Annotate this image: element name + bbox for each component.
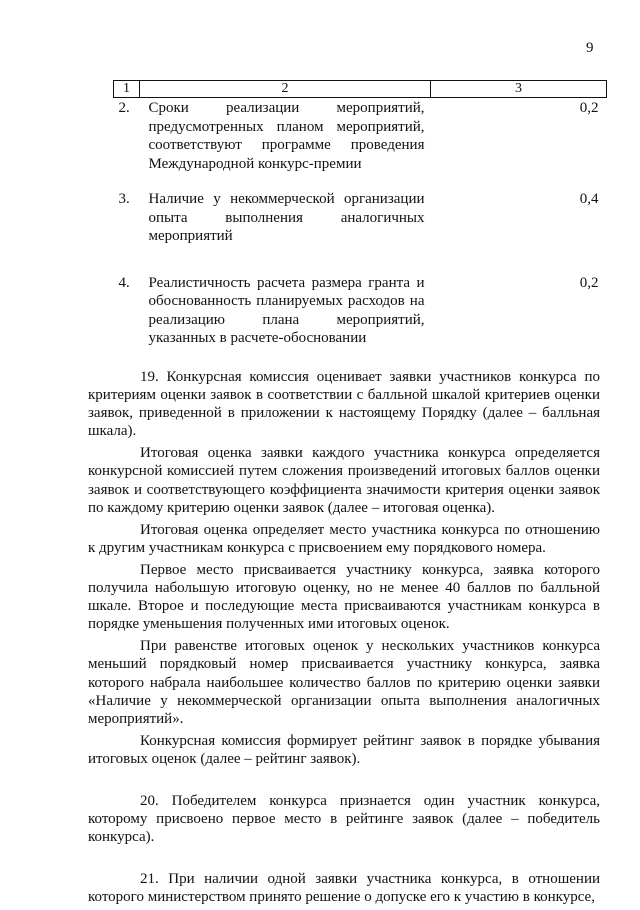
criterion-number: 2. [118, 100, 130, 116]
paragraph-first-place: Первое место присваивается участнику конкурса, заявка которого получила набольшую итоговую оценку, но не менее 40 баллов по балльной шкале. Второе и последующие места присваиваются участникам конкурса в порядке уменьшения полученных ими итоговых оценок. [88, 561, 600, 633]
criterion-number: 3. [118, 191, 130, 207]
table-row [114, 98, 607, 191]
paragraph-final-score: Итоговая оценка заявки каждого участника конкурса определяется конкурсной комиссией путем сложения произведений итоговых баллов оценки заявок и соответствующего коэффициента значимости критерия оценки заявок по каждому критерию оценки заявок (далее – итоговая оценка). [88, 445, 600, 516]
table-row [114, 190, 607, 274]
paragraph-20: 20. Победителем конкурса признается один участник конкурса, которому присвоено первое место в рейтинге заявок (далее – победитель конкурса). [88, 792, 600, 846]
criterion-coefficient: 0,2 [579, 100, 599, 116]
paragraph-19: 19. Конкурсная комиссия оценивает заявки участников конкурса по критериям оценки заявок в соответствии с балльной шкалой критериев оценки заявок, приведенной в приложении к настоящему Порядку (далее – балльная шкала). [88, 369, 600, 440]
table-header-row [114, 81, 607, 98]
paragraph-rating: Конкурсная комиссия формирует рейтинг заявок в порядке убывания итоговых оценок (далее – рейтинг заявок). [88, 732, 600, 767]
page-number: 9 [586, 40, 594, 56]
table-row [114, 274, 607, 348]
paragraph-equal-scores: При равенстве итоговых оценок у нескольких участников конкурса меньший порядковый номер присваивается участнику конкурса, заявка которого набрала наибольшее количество баллов по критерию оценки заявки «Наличие у некоммерческой организации опыта выполнения аналогичных мероприятий». [88, 638, 600, 727]
table-header-col-1: 1 [114, 81, 140, 98]
table-header-col-2: 2 [140, 81, 431, 98]
criterion-coefficient: 0,4 [579, 191, 599, 207]
criterion-coefficient: 0,2 [579, 274, 599, 291]
paragraph-place: Итоговая оценка определяет место участника конкурса по отношению к другим участникам конкурса с присвоением ему порядкового номера. [88, 521, 600, 556]
table-header-col-3: 3 [431, 81, 607, 98]
document-body [88, 368, 600, 910]
criterion-text: Сроки реализации мероприятий, предусмотренных планом мероприятий, соответствуют программе проведения Международной конкурс-премии [148, 100, 425, 172]
criteria-table [113, 80, 607, 348]
criterion-text: Наличие у некоммерческой организации опыта выполнения аналогичных мероприятий [148, 191, 425, 244]
criterion-number: 4. [118, 274, 130, 291]
criterion-text: Реалистичность расчета размера гранта и обоснованность планируемых расходов на реализацию плана мероприятий, указанных в расчете-обосновании [148, 274, 425, 346]
paragraph-21: 21. При наличии одной заявки участника конкурса, в отношении которого министерством принято решение о допуске его к участию в конкурсе, [88, 871, 600, 906]
